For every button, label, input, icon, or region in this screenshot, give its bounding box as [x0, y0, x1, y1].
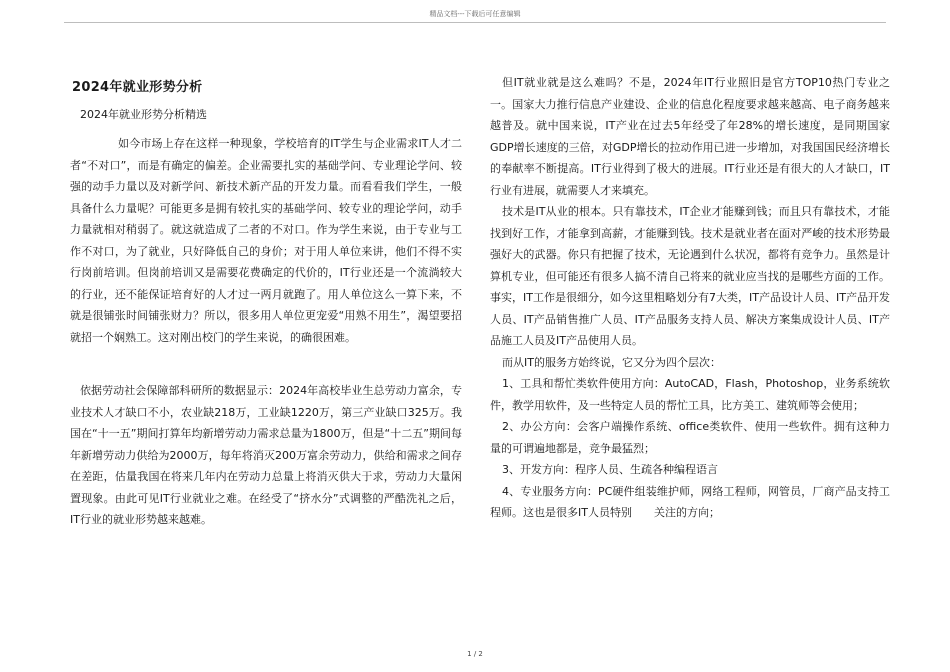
left-column [70, 72, 462, 531]
paragraph: 而从IT的服务方始终说，它又分为四个层次： [502, 355, 721, 369]
list-item: 2、办公方向：会客户端操作系统、office类软件、使用一些软件。拥有这种力量的可谓遍地都是，竞争最猛烈； [490, 420, 890, 455]
paragraph: 但IT就业就是这么难吗？不是，2024年IT行业照旧是官方TOP10热门专业之一。国家大力推行信息产业建设、企业的信息化程度要求越来越高、电子商务越来越普及。就中国来说，IT产业在过去5年经受了年28%的增长速度，是同期国家GDP增长速度的三倍，对GDP增长的拉动作用已进一步增加，对我国国民经济增长的奉献率不断提高。IT行业得到了极大的进展。IT行业还是有很大的人才缺口，IT行业有进展，就需要人才来填充。 [490, 76, 890, 197]
paragraph: 技术是IT从业的根本。只有靠技术，IT企业才能赚到钱；而且只有靠技术，才能找到好工作，才能拿到高薪，才能赚到钱。技术是就业者在面对严峻的技术形势最强好大的武器。你只有把握了技术，无论遇到什么状况，都将有竞争力。虽然是计算机专业，但可能还有很多人搞不清自己将来的就业应当找的是哪些方面的工作。事实，IT工作是很细分，如今这里粗略划分有7大类，IT产品设计人员、IT产品开发人员、IT产品销售推广人员、IT产品服务支持人员、解决方案集成设计人员、IT产品施工人员及IT产品使用人员。 [490, 205, 890, 347]
list-item: 1、工具和帮忙类软件使用方向：AutoCAD，Flash，Photoshop，业务系统软件，教学用软件，及一些特定人员的帮忙工具，比方美工、建筑师等会使用； [490, 377, 890, 412]
document-title: 2024年就业形势分析 [72, 80, 203, 95]
paragraph: 如今市场上存在这样一种现象，学校培育的IT学生与企业需求IT人才二者“不对口”，而是有确定的偏差。企业需要扎实的基础学问、专业理论学问、较强的动手力量以及对新学问、新技术新产品的开发力量。而看看我们学生，一般具备什么力量呢？可能更多是拥有较扎实的基础学问、较专业的理论学问，动手力量就相对稍弱了。就这就造成了二者的不对口。作为学生来说，由于专业与工作不对口，为了就业，只好降低自己的身价；对于用人单位来讲，他们不得不实行岗前培训。但岗前培训又是需要花费确定的代价的，IT行业还是一个流淌较大的行业，还不能保证培育好的人才过一两月就跑了。用人单位这么一算下来，不就是很铺张时间铺张财力？所以，很多用人单位更宠爱“用熟不用生”，渴望要招就招一个娴熟工。这对刚出校门的学生来说，的确很困难。 [70, 137, 462, 344]
document-subtitle: 2024年就业形势分析精选 [80, 108, 207, 121]
page-indicator: 1 / 2 [467, 650, 483, 658]
paragraph: 依据劳动社会保障部科研所的数据显示：2024年高校毕业生总劳动力富余，专业技术人才缺口不小，农业缺218万，工业缺1220万，第三产业缺口325万。我国在“十一五”期间打算年均新增劳动力需求总量为1800万，但是“十二五”期间每年新增劳动力供给为2000万，每年将消灭200万富余劳动力，供给和需求之间存在差距，估量我国在将来几年内在劳动力总量上将消灭供大于求，劳动力大量闲置现象。由此可见IT行业就业之难。在经受了“挤水分”式调整的严酷洗礼之后，IT行业的就业形势越来越难。 [70, 384, 462, 526]
header-divider [64, 22, 886, 23]
header-note: 精品文档---下载后可任意编辑 [429, 10, 521, 18]
right-column [490, 72, 890, 524]
list-item: 4、专业服务方向：PC硬件组装维护师，网络工程师，网管员，厂商产品支持工程师。这也是很多IT人员特别 关注的方向； [490, 484, 890, 519]
list-item: 3、开发方向：程序人员、生疏各种编程语言 [502, 463, 718, 476]
